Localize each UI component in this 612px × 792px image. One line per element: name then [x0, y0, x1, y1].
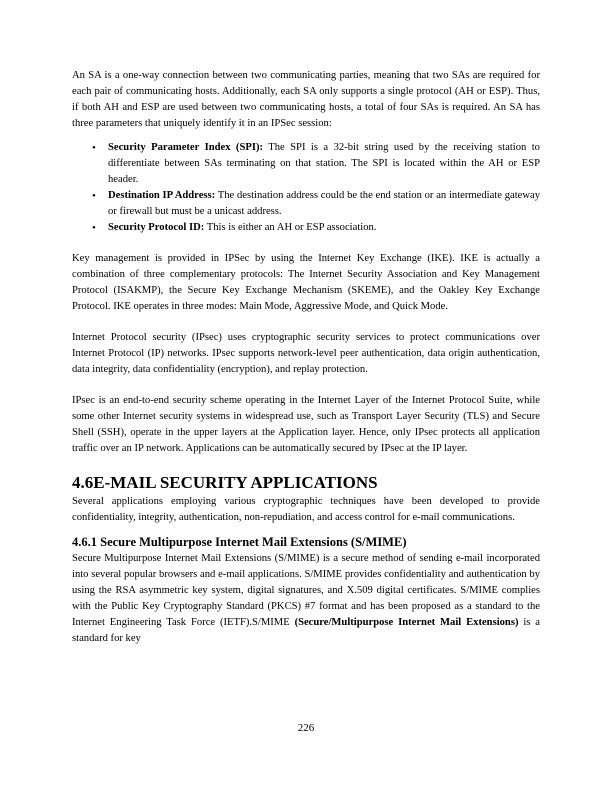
desc-destination-ip: The destination address could be the end station or an intermediate gateway or firewall but must be a unicast address.: [108, 190, 540, 217]
smime-bold-term: (Secure/Multipurpose Internet Mail Extensions): [294, 617, 519, 628]
desc-spi: The SPI is a 32-bit string used by the receiving station to differentiate between SAs terminating on that station. The SPI is located within the AH or ESP header.: [108, 142, 540, 185]
smime-text-a: Secure Multipurpose Internet Mail Extensions (S/MIME) is a secure method of sending e-mail incorporated into several popular browsers and e-mail applications. S/MIME provides confidentiality and authentication by using the RSA asymmetric key system, digital signatures, and X.509 digital certificates. S/MIME complies with the Public Key Cryptography Standard (PKCS) #7 format and has been proposed as a standard to the Internet Engineering Task Force (IETF).S/MIME: [72, 553, 540, 628]
list-item: [108, 140, 540, 188]
term-security-protocol-id: Security Protocol ID:: [108, 222, 205, 233]
page-body: [72, 68, 540, 647]
desc-security-protocol-id: This is either an AH or ESP association.: [204, 222, 377, 233]
paragraph-sa-intro: An SA is a one-way connection between two communicating parties, meaning that two SAs are required for each pair of communicating hosts. Additionally, each SA only supports a single protocol (AH or ESP). Thus, if both AH and ESP are used between two communicating hosts, a total of four SAs is required. An SA has three parameters that uniquely identify it in an IPSec session:: [72, 70, 540, 129]
list-item: [108, 220, 540, 236]
sa-parameter-list: [72, 140, 540, 236]
section-heading: 4.6E-MAIL SECURITY APPLICATIONS: [72, 473, 378, 492]
term-destination-ip: Destination IP Address:: [108, 190, 216, 201]
paragraph-email-security: Several applications employing various cryptographic techniques have been developed to provide confidentiality, integrity, authentication, non-repudiation, and access control for e-mail communications.: [72, 496, 540, 523]
paragraph-smime: [72, 551, 540, 647]
subsection-heading: 4.6.1 Secure Multipurpose Internet Mail Extensions (S/MIME): [72, 535, 407, 549]
term-spi: Security Parameter Index (SPI):: [108, 142, 263, 153]
list-item: [108, 188, 540, 220]
paragraph-key-management: Key management is provided in IPSec by using the Internet Key Exchange (IKE). IKE is actually a combination of three complementary protocols: The Internet Security Association and Key Management Protocol (ISAKMP), the Secure Key Exchange Mechanism (SKEME), and the Oakley Key Exchange Protocol. IKE operates in three modes: Main Mode, Aggressive Mode, and Quick Mode.: [72, 253, 540, 312]
paragraph-ipsec-services: Internet Protocol security (IPsec) uses cryptographic security services to protect communications over Internet Protocol (IP) networks. IPsec supports network-level peer authentication, data origin authentication, data integrity, data confidentiality (encryption), and replay protection.: [72, 332, 540, 375]
paragraph-ipsec-scheme: IPsec is an end-to-end security scheme operating in the Internet Layer of the Internet Protocol Suite, while some other Internet security systems in widespread use, such as Transport Layer Security (TLS) and Secure Shell (SSH), operate in the upper layers at the Application layer. Hence, only IPsec protects all application traffic over an IP network. Applications can be automatically secured by IPsec at the IP layer.: [72, 395, 540, 454]
smime-text-b: is a standard for key: [72, 617, 540, 644]
page-number: 226: [297, 722, 315, 734]
